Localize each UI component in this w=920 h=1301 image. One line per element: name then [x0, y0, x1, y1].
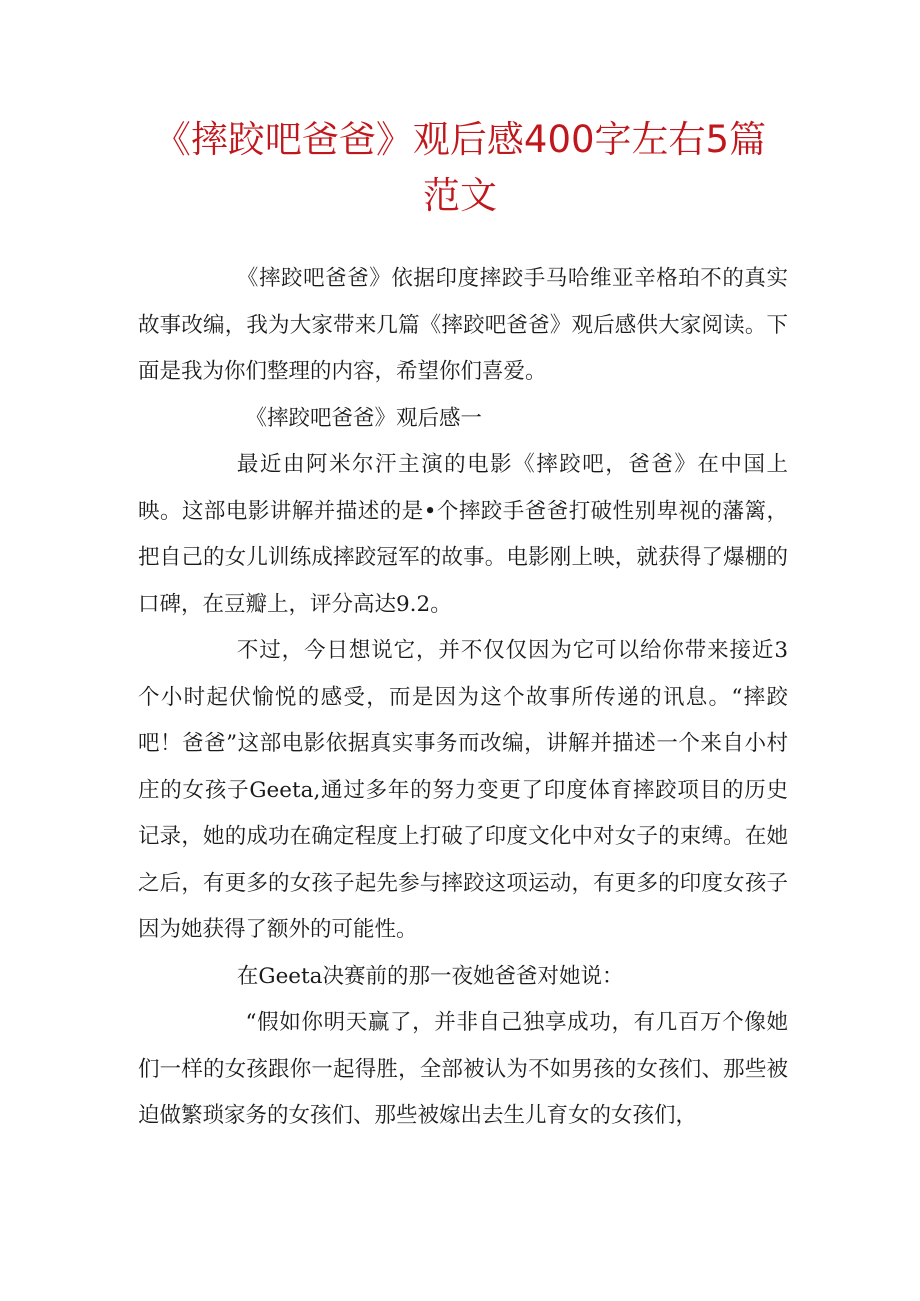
- body-paragraph: 不过，今日想说它，并不仅仅因为它可以给你带来接近3个小时起伏愉悦的感受，而是因为这个故事所传递的讯息。“摔跤吧！爸爸”这部电影依据真实事务而改编，讲解并描述一个来自小村庄的女孩子Geeta,通过多年的努力变更了印度体育摔跤项目的历史记录，她的成功在确定程度上打破了印度文化中对女子的束缚。在她之后，有更多的女孩子起先参与摔跤这项运动，有更多的印度女孩子因为她获得了额外的可能性。: [138, 638, 788, 942]
- section-heading: 《摔跤吧爸爸》观后感一: [245, 405, 483, 431]
- document-title: 《摔跤吧爸爸》观后感400字左右5篇范文: [153, 118, 767, 217]
- document-body: [138, 256, 788, 1140]
- intro-paragraph: 《摔跤吧爸爸》依据印度摔跤手马哈维亚辛格珀不的真实故事改编，我为大家带来几篇《摔跤吧爸爸》观后感供大家阅读。下面是我为你们整理的内容，希望你们喜爱。: [138, 266, 788, 384]
- body-paragraph: 最近由阿米尔汗主演的电影《摔跤吧，爸爸》在中国上映。这部电影讲解并描述的是•个摔跤手爸爸打破性别卑视的藩篱，把自己的女儿训练成摔跤冠军的故事。电影刚上映，就获得了爆棚的口碑，在豆瓣上，评分高达9.2。: [138, 452, 788, 617]
- body-paragraph: 在Geeta决赛前的那一夜她爸爸对她说：: [236, 963, 624, 989]
- quote-paragraph: “假如你明天赢了，并非自己独享成功，有几百万个像她们一样的女孩跟你一起得胜，全部被认为不如男孩的女孩们、那些被迫做繁琐家务的女孩们、那些被嫁出去生儿育女的女孩们，: [138, 1010, 788, 1128]
